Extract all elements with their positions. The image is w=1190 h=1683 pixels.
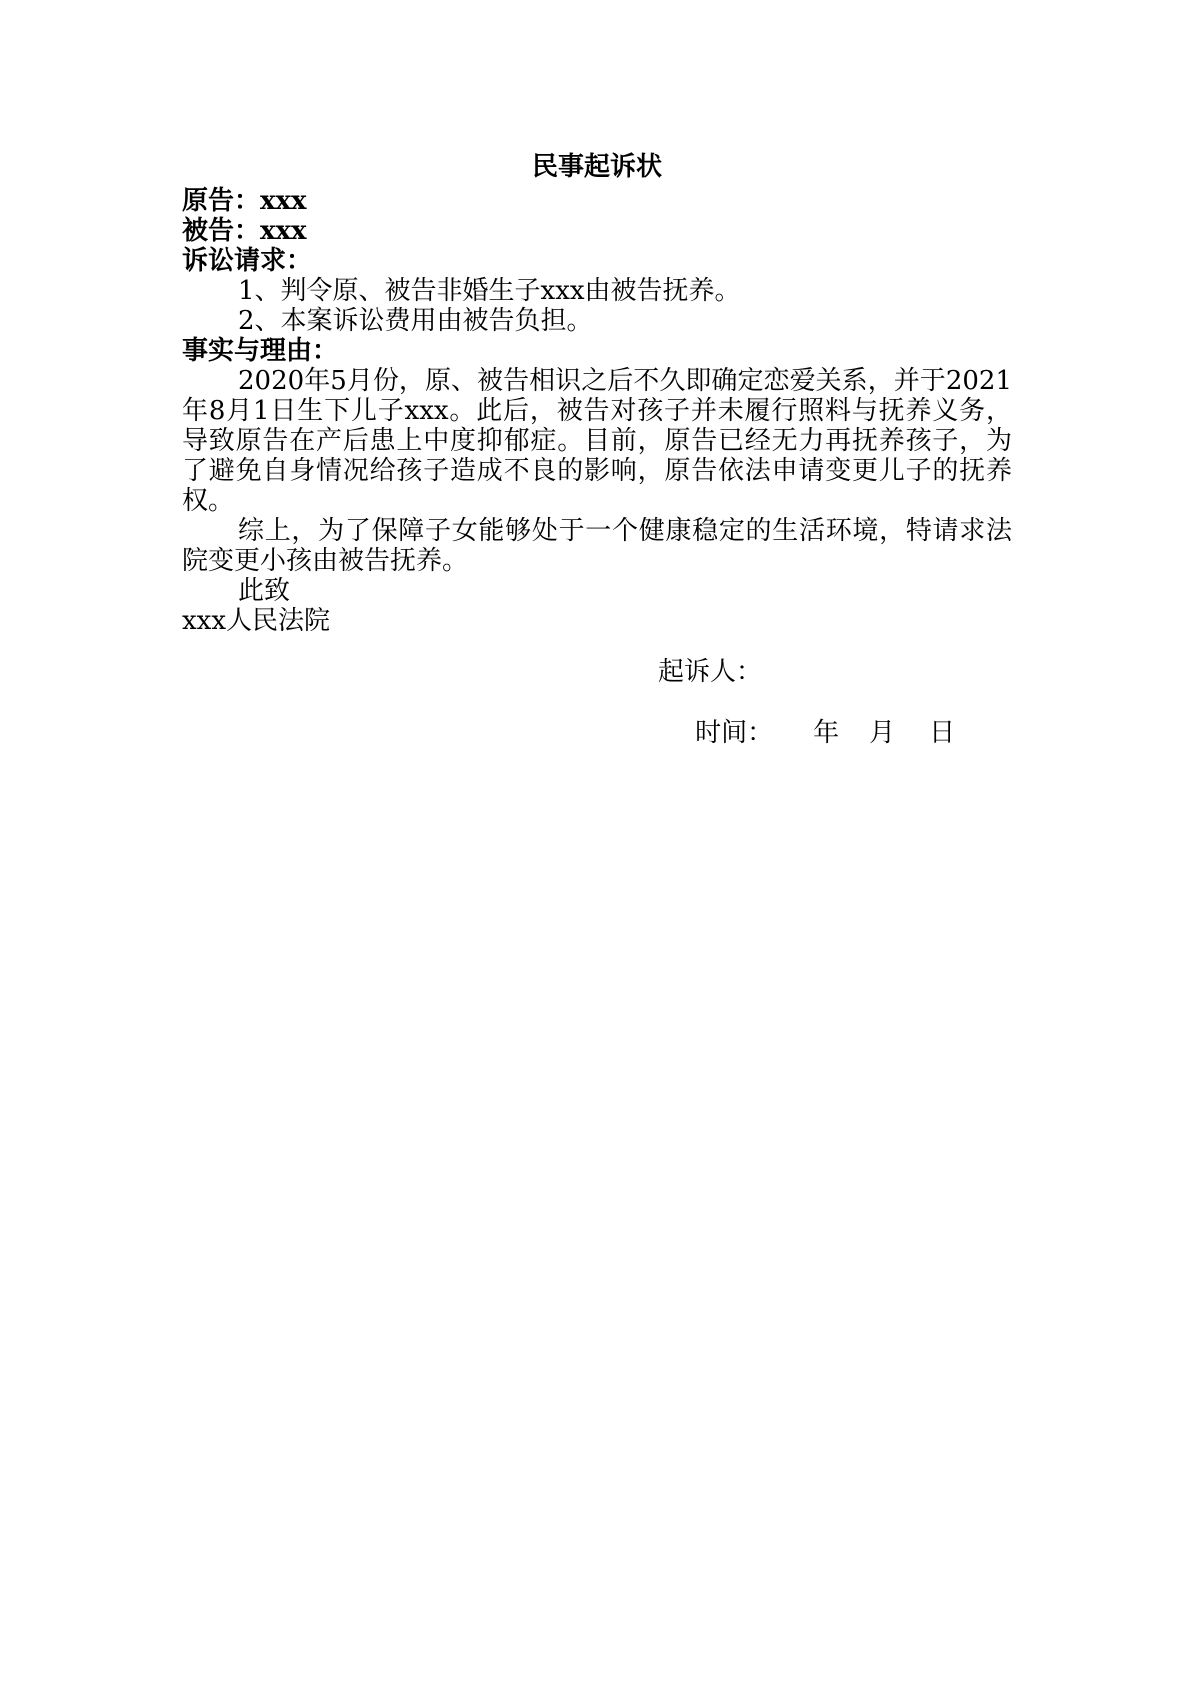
document-body [182, 152, 1012, 636]
defendant-line: 被告：xxx [182, 216, 307, 246]
facts-paragraph-2: 综上，为了保障子女能够处于一个健康稳定的生活环境，特请求法院变更小孩由被告抚养。 [182, 516, 1012, 576]
date-label: 时间： [695, 718, 774, 748]
document-title: 民事起诉状 [531, 152, 662, 182]
salutation: 此致 [238, 576, 291, 606]
date-row [662, 688, 955, 778]
signer-label: 起诉人： [658, 657, 763, 687]
claim-item-1: 1、判令原、被告非婚生子xxx由被告抚养。 [238, 276, 741, 306]
facts-paragraph-1: 2020年5月份，原、被告相识之后不久即确定恋爱关系，并于2021年8月1日生下儿子xxx。此后，被告对孩子并未履行照料与抚养义务，导致原告在产后患上中度抑郁症。目前，原告已经无力再抚养孩子，为了避免自身情况给孩子造成不良的影响，原告依法申请变更儿子的抚养权。 [182, 366, 1012, 516]
claim-item-2: 2、本案诉讼费用由被告负担。 [238, 306, 593, 336]
date-month: 月 [869, 718, 896, 748]
facts-heading: 事实与理由： [182, 336, 339, 366]
court-name: xxx人民法院 [182, 606, 330, 636]
claims-heading: 诉讼请求： [182, 246, 313, 276]
plaintiff-line: 原告：xxx [182, 186, 307, 216]
date-year: 年 [813, 718, 840, 748]
date-day: 日 [929, 718, 956, 748]
